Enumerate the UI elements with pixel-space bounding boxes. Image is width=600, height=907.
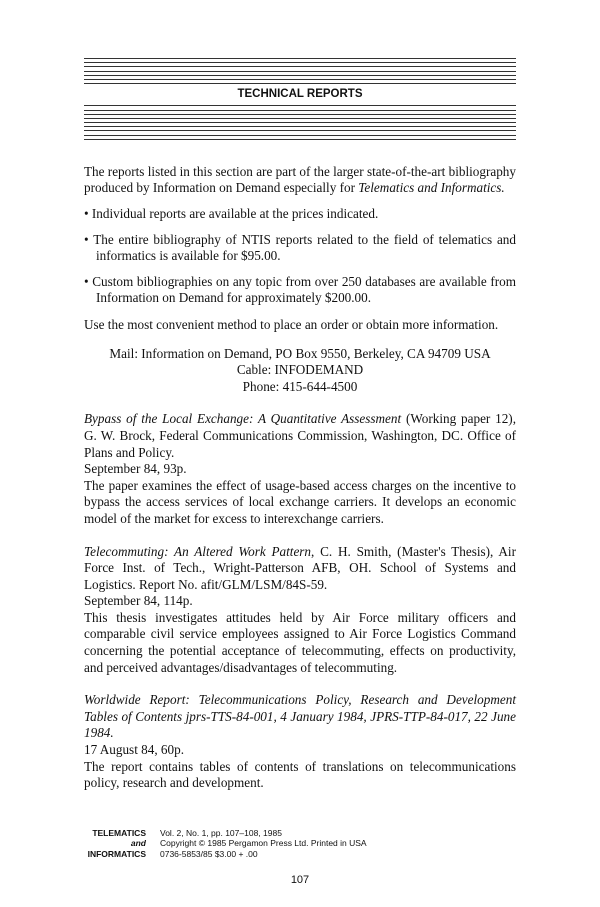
report-abstract: The report contains tables of contents of translations on telecommunications policy, research and development. (84, 758, 516, 791)
report-abstract: This thesis investigates attitudes held by Air Force military officers and comparable civil service employees assigned to Air Force Logistics Command concerning the potential acceptance of telecommuting, effects on productivity, and perceived advantages/disadvantages of telecommuting. (84, 609, 516, 675)
journal-word: TELEMATICS (92, 827, 146, 838)
contact-mail: Mail: Information on Demand, PO Box 9550, Berkeley, CA 94709 USA (109, 345, 491, 361)
report-citation: , C. H. Smith, (Master's Thesis), Air Force Inst. of Tech., Wright-Patterson AFB, OH. School of Systems and Logistics. Report No. afit/GLM/LSM/84S-59. (84, 543, 516, 592)
intro-paragraph (84, 164, 516, 197)
copyright: Copyright © 1985 Pergamon Press Ltd. Printed in USA (160, 838, 367, 849)
issn-price: 0736-5853/85 $3.00 + .00 (160, 848, 258, 859)
journal-word: and (130, 838, 146, 849)
report-entry (84, 692, 516, 792)
order-line: Use the most convenient method to place an order or obtain more information. (84, 316, 499, 332)
report-citation: (Working paper 12), G. W. Brock, Federal Communications Commission, Washington, DC. Office of Plans and Policy. (84, 411, 516, 460)
report-title: Worldwide Report: Telecommunications Policy, Research and Development Tables of Contents jprs-TTS-84-001, 4 January 1984, JPRS-TTP-84-017, 22 June 1984. (84, 692, 516, 741)
report-date: 17 August 84, 60p. (84, 742, 185, 758)
report-date: September 84, 93p. (84, 461, 187, 477)
report-date: September 84, 114p. (84, 593, 193, 609)
journal-logo (84, 828, 146, 860)
report-entry (84, 544, 516, 677)
bullet-item: • Individual reports are available at the prices indicated. (84, 206, 379, 221)
contact-cable: Cable: INFODEMAND (236, 362, 364, 378)
intro-text: The reports listed in this section are part of the larger state-of-the-art bibliography produced by Information on Demand especially for (84, 163, 516, 196)
section-title: TECHNICAL REPORTS (237, 88, 363, 101)
volume-info: Vol. 2, No. 1, pp. 107–108, 1985 (160, 827, 282, 838)
report-entry (84, 411, 516, 527)
contact-phone: Phone: 415-644-4500 (242, 378, 358, 394)
bullet-item: • Custom bibliographies on any topic from over 250 databases are available from Information on Demand for approximately $200.00. (84, 273, 516, 306)
publication-info (160, 828, 367, 860)
header-rules-top (84, 58, 516, 84)
contact-block (84, 346, 516, 396)
journal-word: INFORMATICS (87, 848, 146, 859)
bullet-item: • The entire bibliography of NTIS reports related to the field of telematics and informatics is available for $95.00. (84, 231, 516, 264)
page-footer (84, 828, 516, 860)
header-rules-bottom (84, 105, 516, 140)
page-number: 107 (290, 874, 310, 887)
journal-name: Telematics and Informatics. (358, 180, 505, 196)
report-title: Telecommuting: An Altered Work Pattern (84, 543, 312, 559)
report-abstract: The paper examines the effect of usage-based access charges on the incentive to bypass the access services of local exchange carriers. It develops an economic model of the market for excess to interexchange carriers. (84, 477, 516, 526)
report-title: Bypass of the Local Exchange: A Quantitative Assessment (84, 411, 402, 427)
